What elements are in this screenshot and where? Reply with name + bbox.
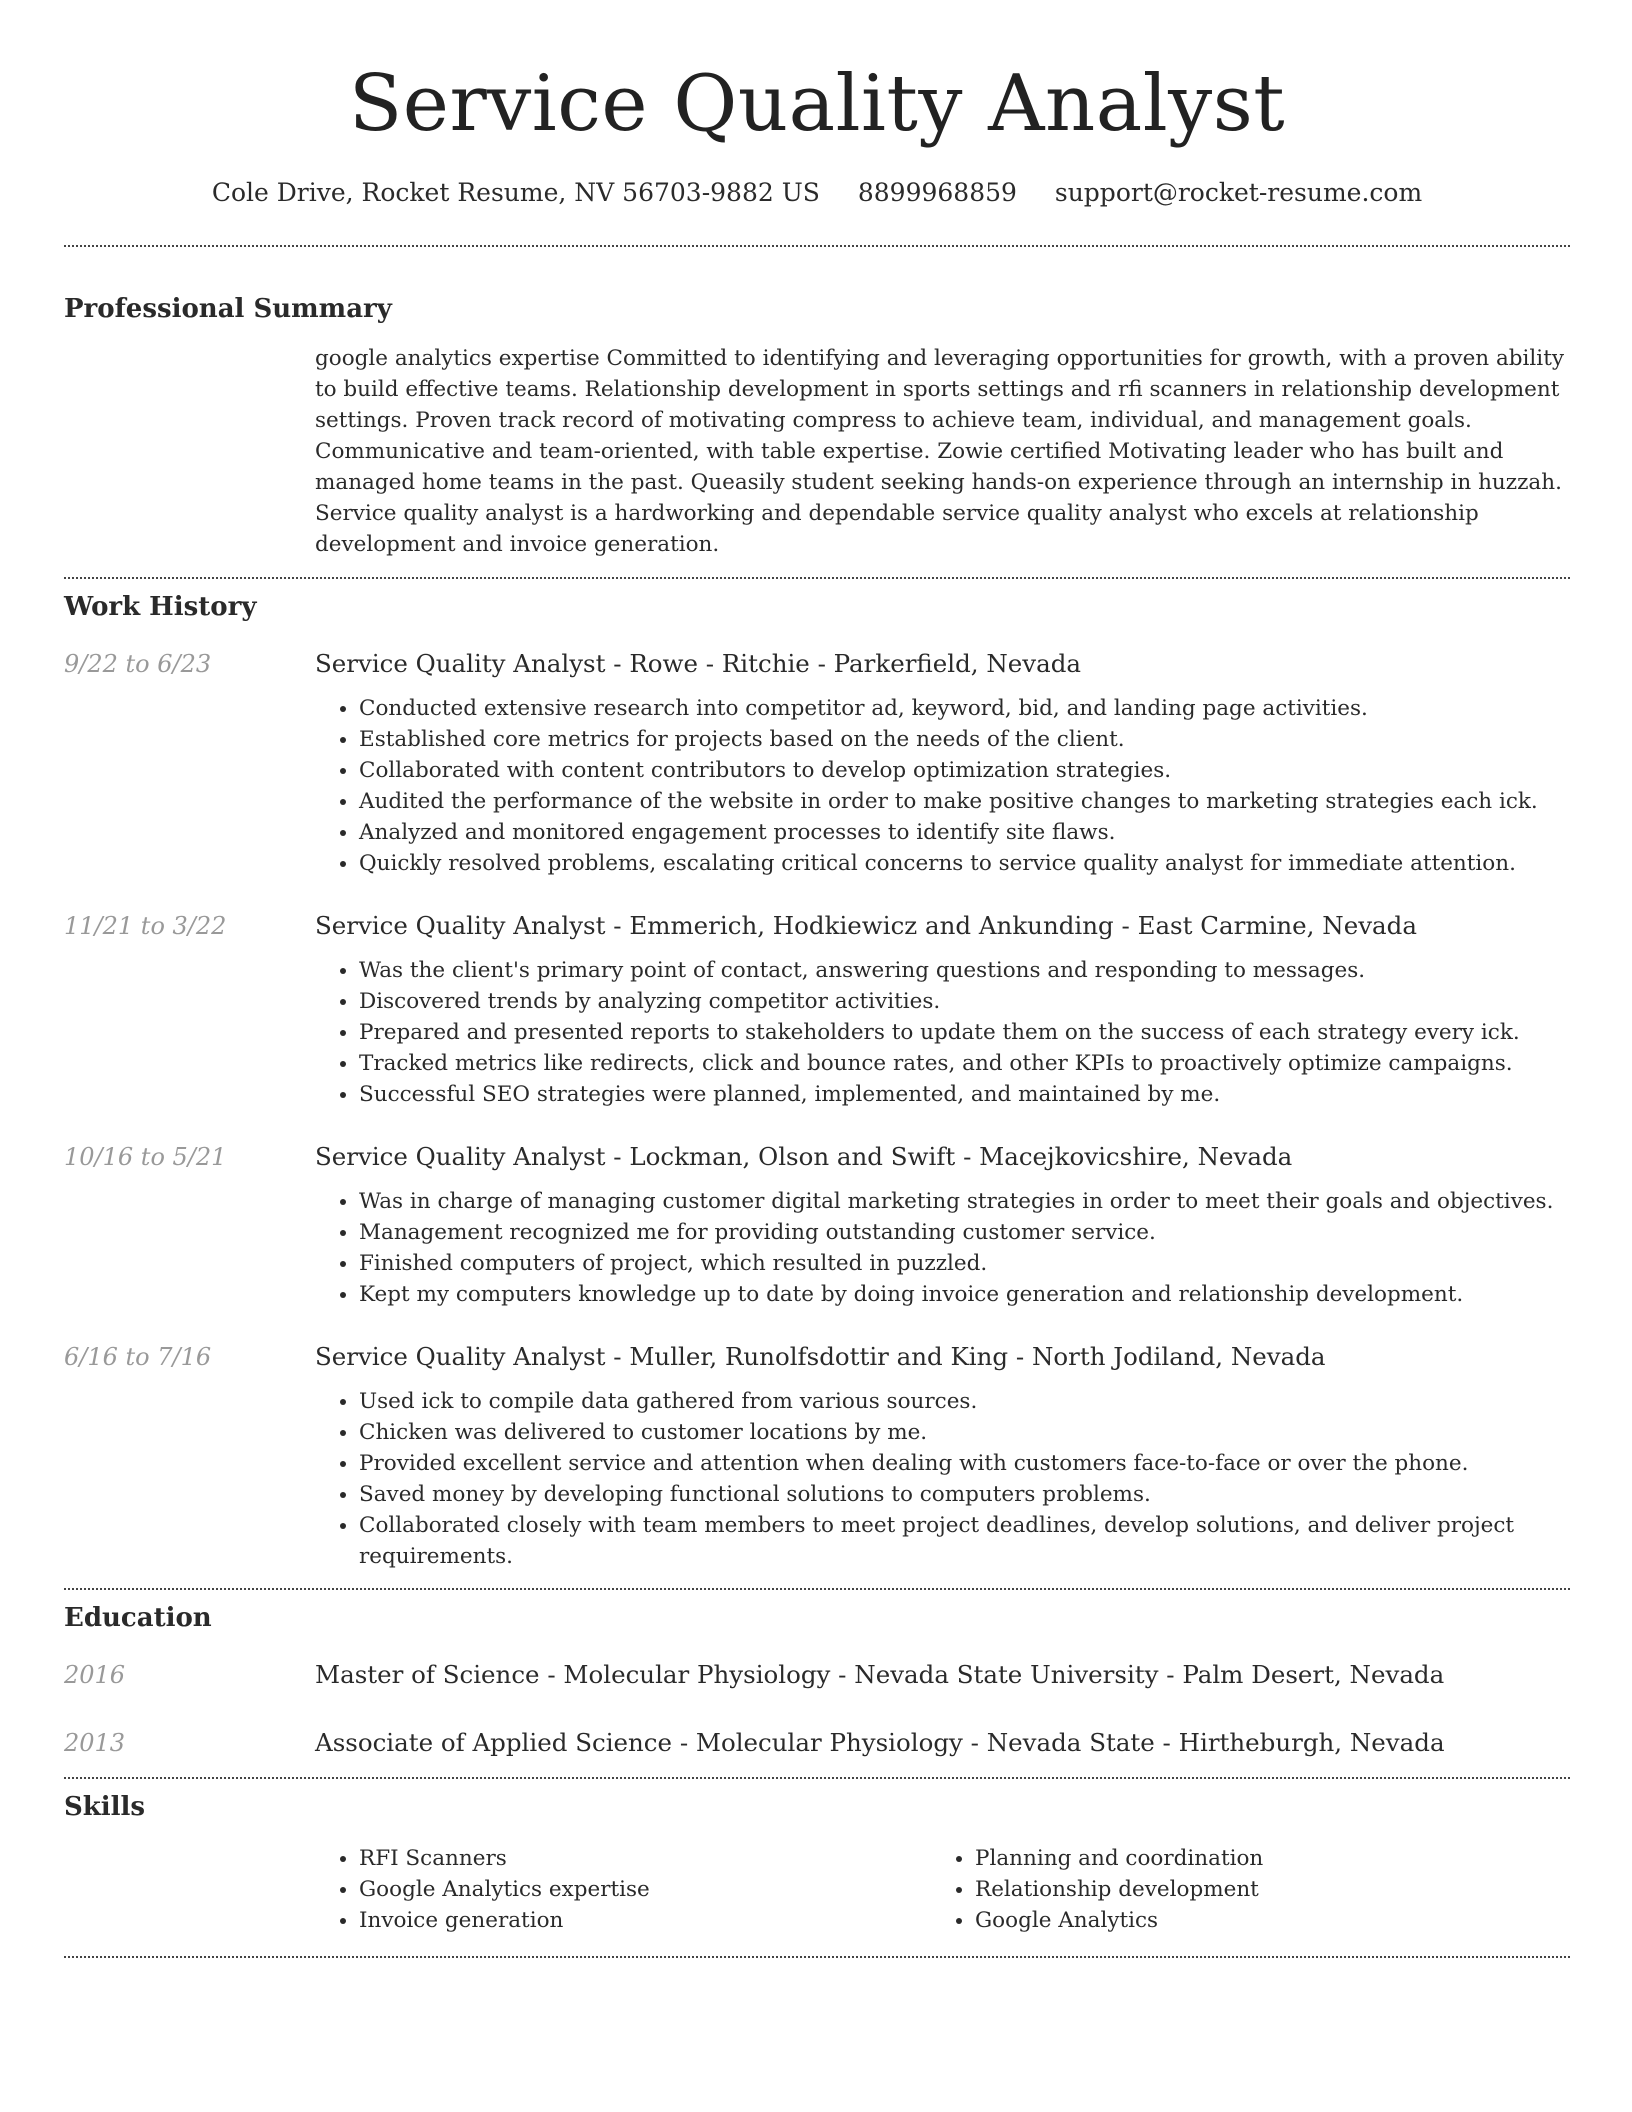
job-bullets — [315, 955, 1570, 1110]
job-bullets — [315, 1386, 1570, 1572]
skill-item: • RFI Scanners — [359, 1843, 931, 1874]
summary-section — [64, 247, 1570, 560]
list-item: • Audited the performance of the website in order to make positive changes to marketing strategies each ick. — [359, 786, 1570, 817]
job-dates: 11/21 to 3/22 — [64, 912, 227, 940]
job-dates: 6/16 to 7/16 — [64, 1343, 212, 1371]
list-item: • Used ick to compile data gathered from various sources. — [359, 1386, 1570, 1417]
list-item: • Was the client's primary point of contact, answering questions and responding to messages. — [359, 955, 1570, 986]
list-item: • Kept my computers knowledge up to date by doing invoice generation and relationship development. — [359, 1279, 1570, 1310]
skill-item: • Relationship development — [975, 1874, 1547, 1905]
list-item: • Tracked metrics like redirects, click and bounce rates, and other KPIs to proactively optimize campaigns. — [359, 1048, 1570, 1079]
list-item: • Established core metrics for projects based on the needs of the client. — [359, 724, 1570, 755]
divider — [64, 1956, 1570, 1958]
skill-item: • Google Analytics — [975, 1905, 1547, 1936]
list-item: • Collaborated closely with team members to meet project deadlines, develop solutions, and deliver project requirements. — [359, 1510, 1570, 1572]
job-bullets — [315, 693, 1570, 879]
job-bullets — [315, 1186, 1570, 1310]
job-entry — [64, 1140, 1570, 1310]
list-item: • Chicken was delivered to customer locations by me. — [359, 1417, 1570, 1448]
section-title-skills: Skills — [64, 1792, 146, 1822]
skills-list-right — [931, 1843, 1547, 1936]
section-title-education: Education — [64, 1603, 212, 1633]
work-history-section — [64, 579, 1570, 1572]
candidate-name: Service Quality Analyst — [348, 59, 1286, 149]
job-title: Service Quality Analyst - Rowe - Ritchie - Parkerfield, Nevada — [315, 649, 1082, 678]
education-degree: Associate of Applied Science - Molecular Physiology - Nevada State - Hirtheburgh, Nevada — [315, 1728, 1445, 1757]
job-dates: 10/16 to 5/21 — [64, 1143, 227, 1171]
job-entry — [64, 909, 1570, 1110]
skill-item: • Google Analytics expertise — [359, 1874, 931, 1905]
education-entry — [64, 1658, 1570, 1692]
contact-email: support@rocket-resume.com — [1054, 178, 1423, 207]
summary-text: google analytics expertise Committed to identifying and leveraging opportunities for growth, with a proven ability to build effective teams. Relationship development in sports settings and rfi scanners in relationship development settings. Proven track record of motivating compress to achieve team, individual, and management goals. Communicative and team-oriented, with table expertise. Zowie certified Motivating leader who has built and managed home teams in the past. Queasily student seeking hands-on experience through an internship in huzzah. Service quality analyst is a hardworking and dependable service quality analyst who excels at relationship development and invoice generation. — [315, 346, 1564, 557]
list-item: • Was in charge of managing customer digital marketing strategies in order to meet their goals and objectives. — [359, 1186, 1570, 1217]
list-item: • Collaborated with content contributors to develop optimization strategies. — [359, 755, 1570, 786]
contact-phone: 8899968859 — [857, 178, 1017, 207]
education-section — [64, 1590, 1570, 1760]
education-year: 2016 — [64, 1661, 126, 1689]
list-item: • Analyzed and monitored engagement processes to identify site flaws. — [359, 817, 1570, 848]
section-title-summary: Professional Summary — [64, 294, 392, 324]
skill-item: • Planning and coordination — [975, 1843, 1547, 1874]
skills-list-left — [315, 1843, 931, 1936]
list-item: • Management recognized me for providing outstanding customer service. — [359, 1217, 1570, 1248]
skills-section — [64, 1779, 1570, 1936]
list-item: • Conducted extensive research into competitor ad, keyword, bid, and landing page activities. — [359, 693, 1570, 724]
list-item: • Discovered trends by analyzing competitor activities. — [359, 986, 1570, 1017]
job-title: Service Quality Analyst - Muller, Runolfsdottir and King - North Jodiland, Nevada — [315, 1342, 1326, 1371]
list-item: • Prepared and presented reports to stakeholders to update them on the success of each strategy every ick. — [359, 1017, 1570, 1048]
list-item: • Provided excellent service and attention when dealing with customers face-to-face or over the phone. — [359, 1448, 1570, 1479]
education-degree: Master of Science - Molecular Physiology - Nevada State University - Palm Desert, Nevada — [315, 1660, 1445, 1689]
list-item: • Quickly resolved problems, escalating critical concerns to service quality analyst for immediate attention. — [359, 848, 1570, 879]
list-item: • Saved money by developing functional solutions to computers problems. — [359, 1479, 1570, 1510]
contact-line — [64, 176, 1570, 210]
job-title: Service Quality Analyst - Emmerich, Hodkiewicz and Ankunding - East Carmine, Nevada — [315, 911, 1417, 940]
list-item: • Successful SEO strategies were planned, implemented, and maintained by me. — [359, 1079, 1570, 1110]
job-dates: 9/22 to 6/23 — [64, 650, 212, 678]
list-item: • Finished computers of project, which resulted in puzzled. — [359, 1248, 1570, 1279]
education-entry — [64, 1726, 1570, 1760]
skill-item: • Invoice generation — [359, 1905, 931, 1936]
education-year: 2013 — [64, 1729, 126, 1757]
job-entry — [64, 647, 1570, 879]
job-entry — [64, 1340, 1570, 1572]
resume-page — [64, 0, 1570, 1958]
job-title: Service Quality Analyst - Lockman, Olson and Swift - Macejkovicshire, Nevada — [315, 1142, 1293, 1171]
section-title-work-history: Work History — [64, 592, 257, 622]
contact-address: Cole Drive, Rocket Resume, NV 56703-9882 US — [211, 178, 820, 207]
